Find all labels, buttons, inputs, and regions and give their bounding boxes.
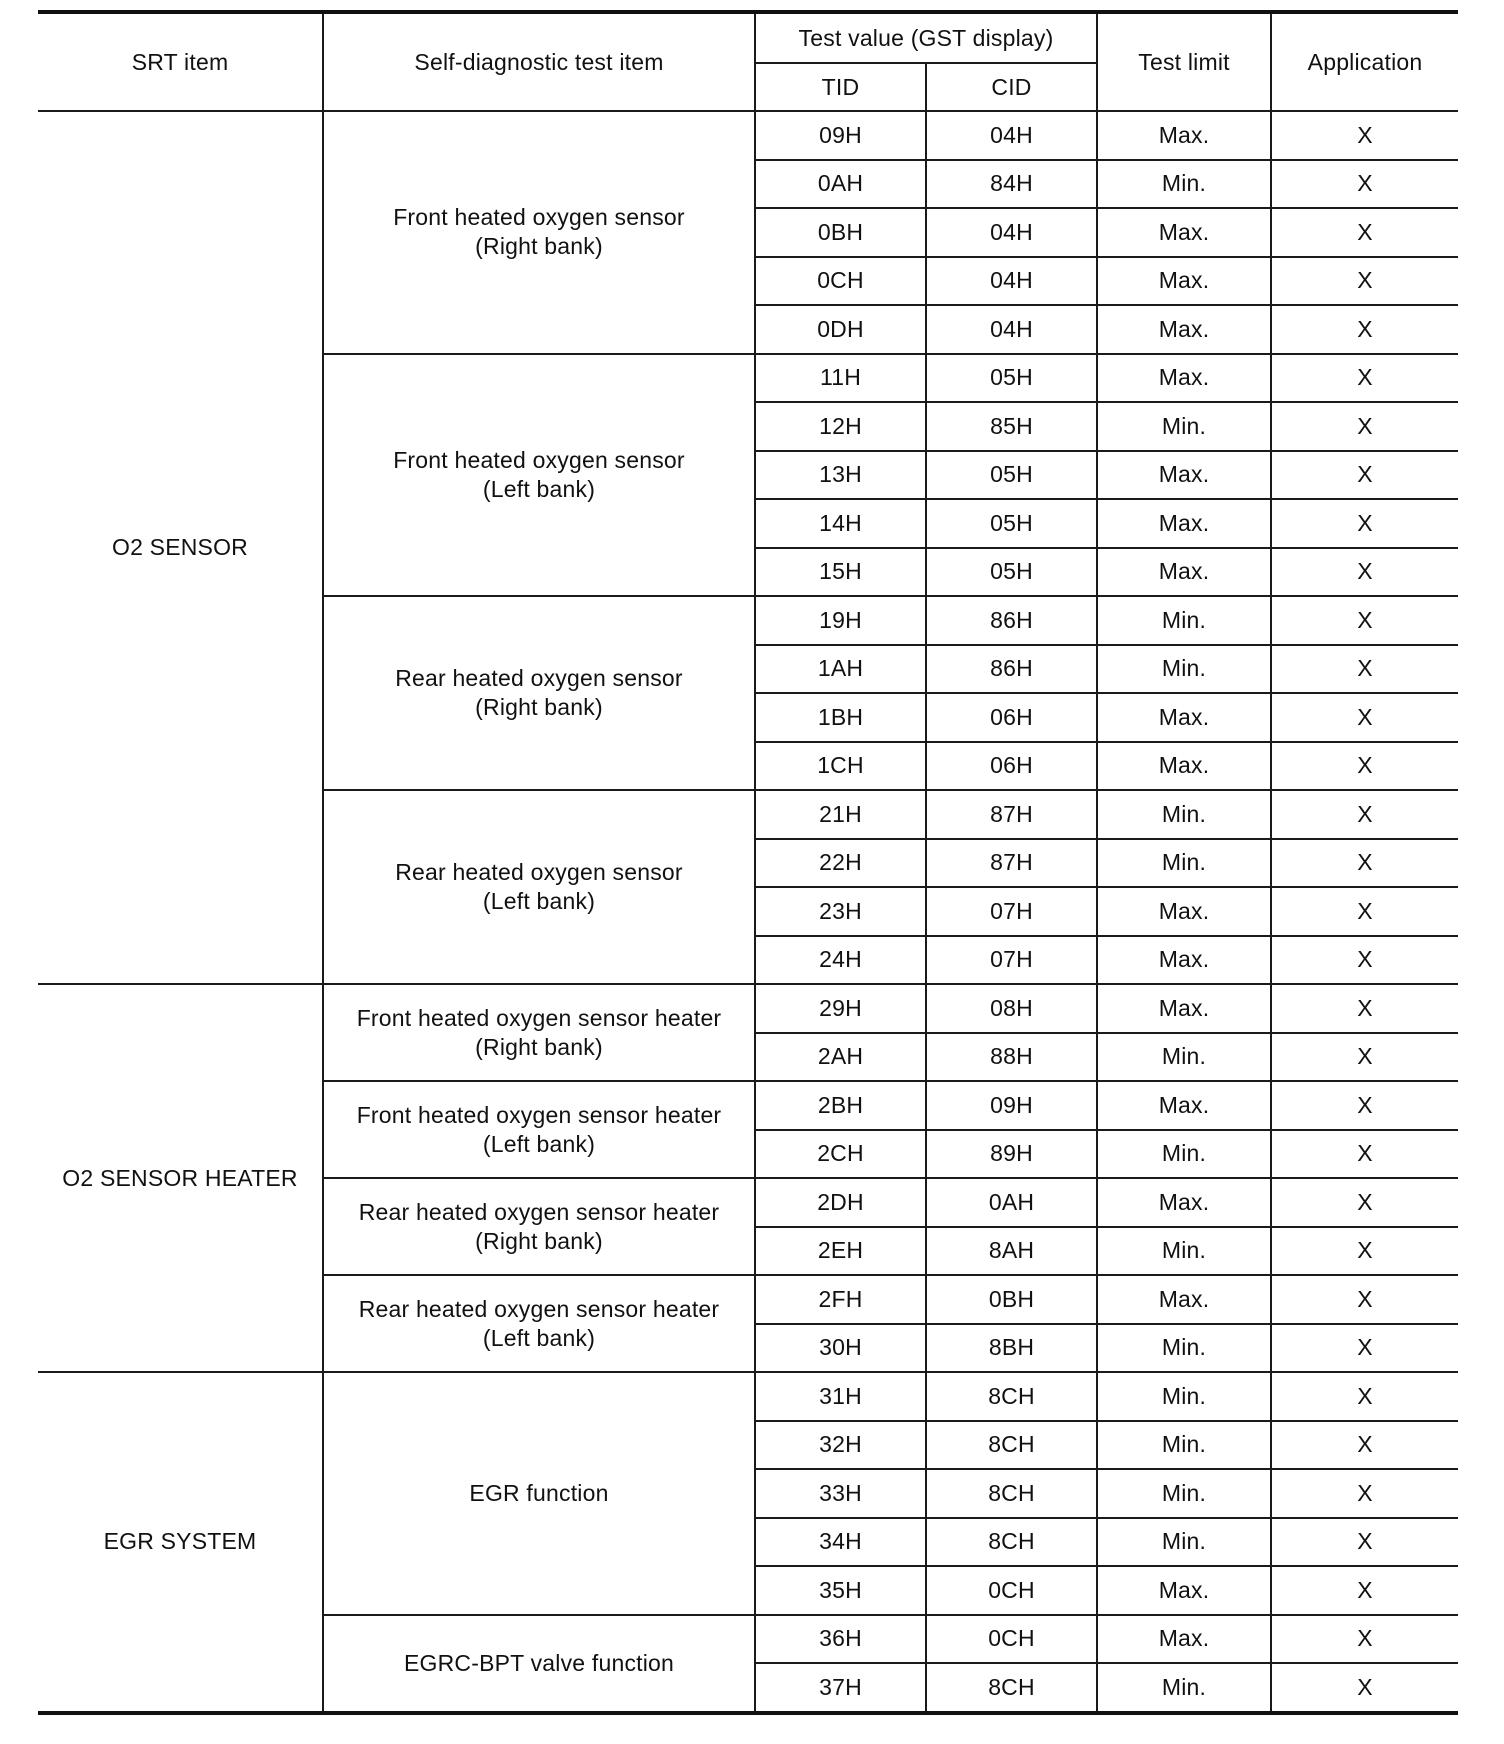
tid-cell: 2DH (755, 1178, 926, 1227)
srt-item-cell: EGR SYSTEM (38, 1372, 323, 1713)
header-test-value: Test value (GST display) (755, 12, 1097, 63)
test-limit-cell: Min. (1097, 839, 1271, 888)
tid-cell: 23H (755, 887, 926, 936)
self-diagnostic-test-item-cell: Front heated oxygen sensor (Left bank) (323, 354, 755, 597)
application-cell: X (1271, 208, 1458, 257)
cid-cell: 06H (926, 742, 1097, 791)
self-diagnostic-test-item-cell: EGRC-BPT valve function (323, 1615, 755, 1713)
cid-cell: 04H (926, 208, 1097, 257)
test-limit-cell: Max. (1097, 1275, 1271, 1324)
tid-cell: 31H (755, 1372, 926, 1421)
cid-cell: 08H (926, 984, 1097, 1033)
cid-cell: 86H (926, 596, 1097, 645)
application-cell: X (1271, 936, 1458, 985)
tid-cell: 33H (755, 1469, 926, 1518)
self-diagnostic-test-item-cell: Front heated oxygen sensor heater (Left bank) (323, 1081, 755, 1178)
header-application: Application (1271, 12, 1458, 111)
cid-cell: 04H (926, 257, 1097, 306)
self-diagnostic-test-item-cell: Rear heated oxygen sensor heater (Left bank) (323, 1275, 755, 1372)
tid-cell: 32H (755, 1421, 926, 1470)
tid-cell: 0DH (755, 305, 926, 354)
tid-cell: 37H (755, 1663, 926, 1713)
application-cell: X (1271, 1421, 1458, 1470)
srt-table (38, 10, 1458, 1715)
test-limit-cell: Min. (1097, 790, 1271, 839)
tid-cell: 09H (755, 111, 926, 160)
test-limit-cell: Min. (1097, 1324, 1271, 1373)
application-cell: X (1271, 1615, 1458, 1664)
test-limit-cell: Min. (1097, 402, 1271, 451)
tid-cell: 2BH (755, 1081, 926, 1130)
cid-cell: 87H (926, 790, 1097, 839)
tid-cell: 11H (755, 354, 926, 403)
header-self-diagnostic-test-item: Self-diagnostic test item (323, 12, 755, 111)
application-cell: X (1271, 1324, 1458, 1373)
application-cell: X (1271, 305, 1458, 354)
cid-cell: 05H (926, 548, 1097, 597)
cid-cell: 07H (926, 936, 1097, 985)
cid-cell: 8CH (926, 1518, 1097, 1567)
self-diagnostic-test-item-cell: Rear heated oxygen sensor (Right bank) (323, 596, 755, 790)
cid-cell: 05H (926, 499, 1097, 548)
application-cell: X (1271, 451, 1458, 500)
tid-cell: 0BH (755, 208, 926, 257)
application-cell: X (1271, 1033, 1458, 1082)
cid-cell: 0CH (926, 1566, 1097, 1615)
srt-item-cell: O2 SENSOR (38, 111, 323, 984)
cid-cell: 0AH (926, 1178, 1097, 1227)
tid-cell: 36H (755, 1615, 926, 1664)
tid-cell: 34H (755, 1518, 926, 1567)
tid-cell: 13H (755, 451, 926, 500)
application-cell: X (1271, 160, 1458, 209)
test-limit-cell: Max. (1097, 936, 1271, 985)
test-limit-cell: Max. (1097, 305, 1271, 354)
table-row (38, 1372, 1458, 1421)
table-row (38, 111, 1458, 160)
cid-cell: 05H (926, 451, 1097, 500)
application-cell: X (1271, 354, 1458, 403)
application-cell: X (1271, 402, 1458, 451)
application-cell: X (1271, 839, 1458, 888)
tid-cell: 0CH (755, 257, 926, 306)
tid-cell: 19H (755, 596, 926, 645)
header-srt-item: SRT item (38, 12, 323, 111)
application-cell: X (1271, 742, 1458, 791)
header-cid: CID (926, 63, 1097, 111)
application-cell: X (1271, 257, 1458, 306)
cid-cell: 89H (926, 1130, 1097, 1179)
cid-cell: 84H (926, 160, 1097, 209)
cid-cell: 07H (926, 887, 1097, 936)
test-limit-cell: Max. (1097, 354, 1271, 403)
tid-cell: 1BH (755, 693, 926, 742)
application-cell: X (1271, 1663, 1458, 1713)
test-limit-cell: Max. (1097, 984, 1271, 1033)
cid-cell: 85H (926, 402, 1097, 451)
srt-table-sheet (38, 10, 1458, 1715)
application-cell: X (1271, 1130, 1458, 1179)
application-cell: X (1271, 1518, 1458, 1567)
tid-cell: 14H (755, 499, 926, 548)
tid-cell: 21H (755, 790, 926, 839)
self-diagnostic-test-item-cell: Rear heated oxygen sensor heater (Right bank) (323, 1178, 755, 1275)
header-test-limit: Test limit (1097, 12, 1271, 111)
application-cell: X (1271, 499, 1458, 548)
application-cell: X (1271, 645, 1458, 694)
cid-cell: 8CH (926, 1372, 1097, 1421)
application-cell: X (1271, 887, 1458, 936)
tid-cell: 2AH (755, 1033, 926, 1082)
self-diagnostic-test-item-cell: Front heated oxygen sensor (Right bank) (323, 111, 755, 354)
cid-cell: 8CH (926, 1469, 1097, 1518)
cid-cell: 0CH (926, 1615, 1097, 1664)
test-limit-cell: Min. (1097, 1421, 1271, 1470)
tid-cell: 2FH (755, 1275, 926, 1324)
tid-cell: 30H (755, 1324, 926, 1373)
header-tid: TID (755, 63, 926, 111)
table-header (38, 12, 1458, 111)
test-limit-cell: Min. (1097, 1518, 1271, 1567)
cid-cell: 05H (926, 354, 1097, 403)
test-limit-cell: Min. (1097, 645, 1271, 694)
cid-cell: 09H (926, 1081, 1097, 1130)
self-diagnostic-test-item-cell: Front heated oxygen sensor heater (Right bank) (323, 984, 755, 1081)
application-cell: X (1271, 984, 1458, 1033)
test-limit-cell: Max. (1097, 742, 1271, 791)
tid-cell: 12H (755, 402, 926, 451)
cid-cell: 88H (926, 1033, 1097, 1082)
test-limit-cell: Min. (1097, 1663, 1271, 1713)
tid-cell: 2CH (755, 1130, 926, 1179)
tid-cell: 2EH (755, 1227, 926, 1276)
application-cell: X (1271, 693, 1458, 742)
test-limit-cell: Max. (1097, 499, 1271, 548)
test-limit-cell: Max. (1097, 111, 1271, 160)
application-cell: X (1271, 1275, 1458, 1324)
cid-cell: 0BH (926, 1275, 1097, 1324)
application-cell: X (1271, 1469, 1458, 1518)
test-limit-cell: Min. (1097, 1469, 1271, 1518)
self-diagnostic-test-item-cell: Rear heated oxygen sensor (Left bank) (323, 790, 755, 984)
test-limit-cell: Min. (1097, 1372, 1271, 1421)
tid-cell: 22H (755, 839, 926, 888)
table-body (38, 111, 1458, 1713)
table-row (38, 984, 1458, 1033)
test-limit-cell: Min. (1097, 1130, 1271, 1179)
cid-cell: 04H (926, 305, 1097, 354)
test-limit-cell: Min. (1097, 1033, 1271, 1082)
tid-cell: 35H (755, 1566, 926, 1615)
tid-cell: 1CH (755, 742, 926, 791)
cid-cell: 8AH (926, 1227, 1097, 1276)
cid-cell: 86H (926, 645, 1097, 694)
tid-cell: 29H (755, 984, 926, 1033)
test-limit-cell: Max. (1097, 1081, 1271, 1130)
self-diagnostic-test-item-cell: EGR function (323, 1372, 755, 1615)
cid-cell: 8CH (926, 1663, 1097, 1713)
test-limit-cell: Max. (1097, 257, 1271, 306)
application-cell: X (1271, 111, 1458, 160)
tid-cell: 24H (755, 936, 926, 985)
test-limit-cell: Max. (1097, 693, 1271, 742)
application-cell: X (1271, 1178, 1458, 1227)
tid-cell: 1AH (755, 645, 926, 694)
application-cell: X (1271, 548, 1458, 597)
test-limit-cell: Min. (1097, 160, 1271, 209)
cid-cell: 8BH (926, 1324, 1097, 1373)
tid-cell: 0AH (755, 160, 926, 209)
test-limit-cell: Max. (1097, 451, 1271, 500)
test-limit-cell: Max. (1097, 1615, 1271, 1664)
test-limit-cell: Max. (1097, 1566, 1271, 1615)
cid-cell: 04H (926, 111, 1097, 160)
srt-item-cell: O2 SENSOR HEATER (38, 984, 323, 1372)
tid-cell: 15H (755, 548, 926, 597)
test-limit-cell: Min. (1097, 596, 1271, 645)
test-limit-cell: Max. (1097, 548, 1271, 597)
cid-cell: 8CH (926, 1421, 1097, 1470)
application-cell: X (1271, 1081, 1458, 1130)
application-cell: X (1271, 596, 1458, 645)
test-limit-cell: Max. (1097, 1178, 1271, 1227)
test-limit-cell: Max. (1097, 887, 1271, 936)
test-limit-cell: Min. (1097, 1227, 1271, 1276)
application-cell: X (1271, 1372, 1458, 1421)
application-cell: X (1271, 1227, 1458, 1276)
application-cell: X (1271, 1566, 1458, 1615)
cid-cell: 06H (926, 693, 1097, 742)
test-limit-cell: Max. (1097, 208, 1271, 257)
cid-cell: 87H (926, 839, 1097, 888)
application-cell: X (1271, 790, 1458, 839)
